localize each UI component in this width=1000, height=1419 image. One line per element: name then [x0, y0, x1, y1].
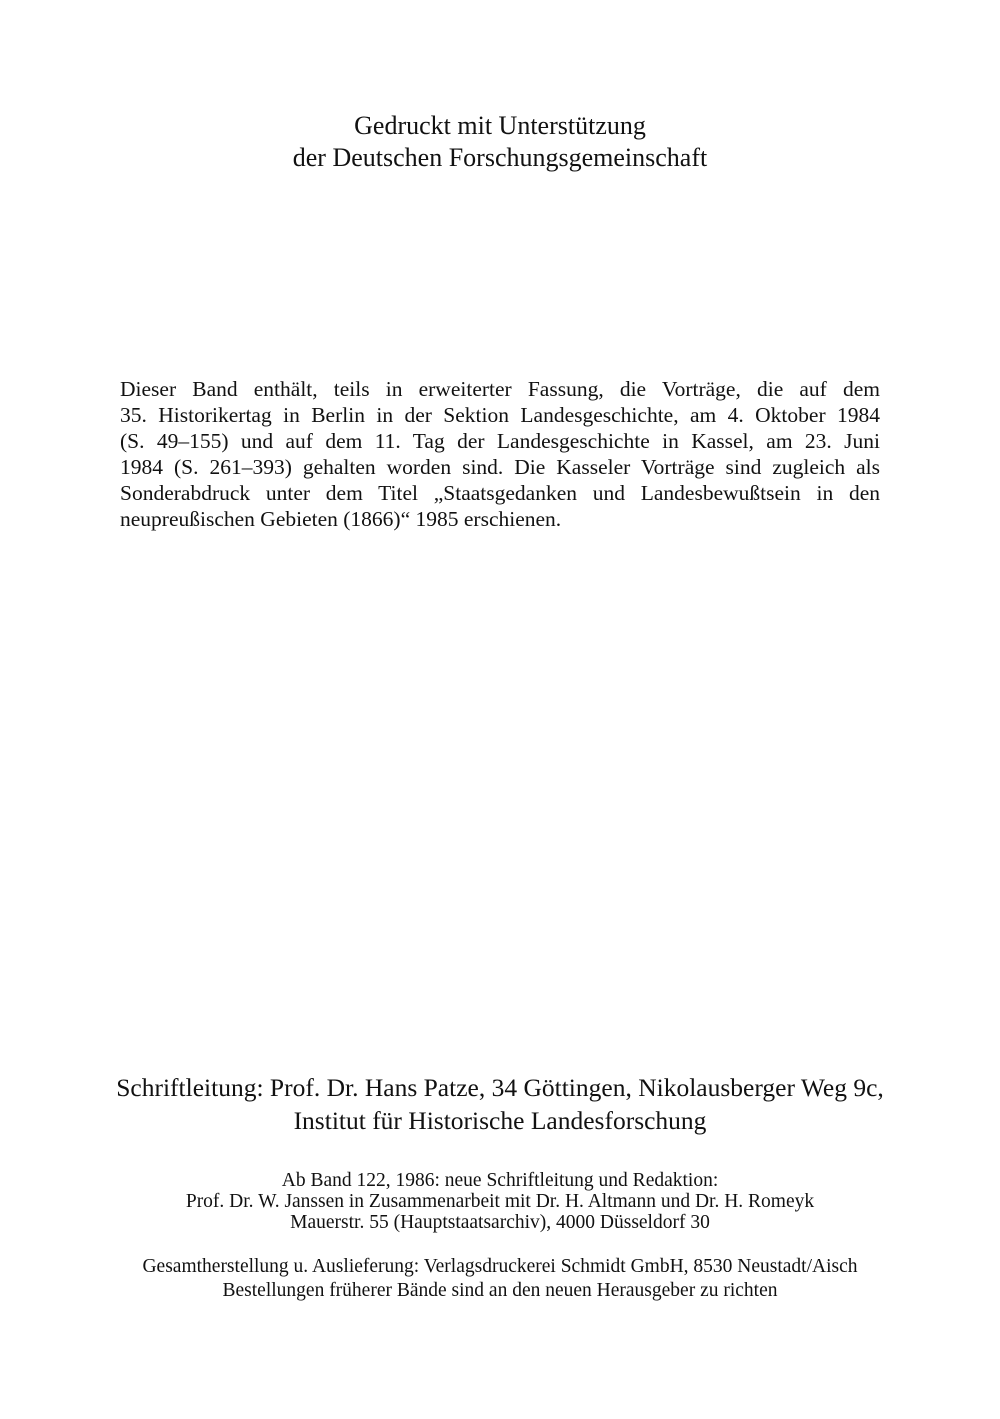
contents-line-3: (S. 49–155) und auf dem 11. Tag der Landesgeschichte in Kassel, am 23. Juni: [120, 429, 880, 453]
editor-line-1: Schriftleitung: Prof. Dr. Hans Patze, 34 Göttingen, Nikolausberger Weg 9c,: [116, 1073, 884, 1102]
redaction-line-2: Prof. Dr. W. Janssen in Zusammenarbeit mit Dr. H. Altmann und Dr. H. Romeyk: [185, 1191, 815, 1212]
redaction-notice: [0, 1170, 1000, 1233]
editor-line-2: Institut für Historische Landesforschung: [293, 1106, 707, 1135]
contents-line-1: Dieser Band enthält, teils in erweiterter Fassung, die Vorträge, die auf dem: [120, 377, 880, 401]
contents-line-6: neupreußischen Gebieten (1866)“ 1985 erschienen.: [120, 507, 562, 531]
redaction-line-3: Mauerstr. 55 (Hauptstaatsarchiv), 4000 Düsseldorf 30: [290, 1212, 710, 1233]
production-line-1: Gesamtherstellung u. Auslieferung: Verlagsdruckerei Schmidt GmbH, 8530 Neustadt/Aisch: [142, 1256, 858, 1277]
production-line-2: Bestellungen früherer Bände sind an den neuen Herausgeber zu richten: [222, 1280, 778, 1301]
support-line-1: Gedruckt mit Unterstützung: [354, 111, 646, 140]
production-notice: [0, 1255, 1000, 1303]
contents-line-2: 35. Historikertag in Berlin in der Sektion Landesgeschichte, am 4. Oktober 1984: [120, 403, 880, 427]
editor-notice: [0, 1071, 1000, 1137]
contents-line-5: Sonderabdruck unter dem Titel „Staatsgedanken und Landesbewußtsein in den: [120, 481, 880, 505]
redaction-line-1: Ab Band 122, 1986: neue Schriftleitung und Redaktion:: [281, 1170, 719, 1191]
contents-line-4: 1984 (S. 261–393) gehalten worden sind. Die Kasseler Vorträge sind zugleich als: [120, 455, 880, 479]
contents-note: [120, 376, 880, 532]
support-line-2: der Deutschen Forschungsgemeinschaft: [292, 143, 708, 172]
support-notice: [0, 110, 1000, 174]
